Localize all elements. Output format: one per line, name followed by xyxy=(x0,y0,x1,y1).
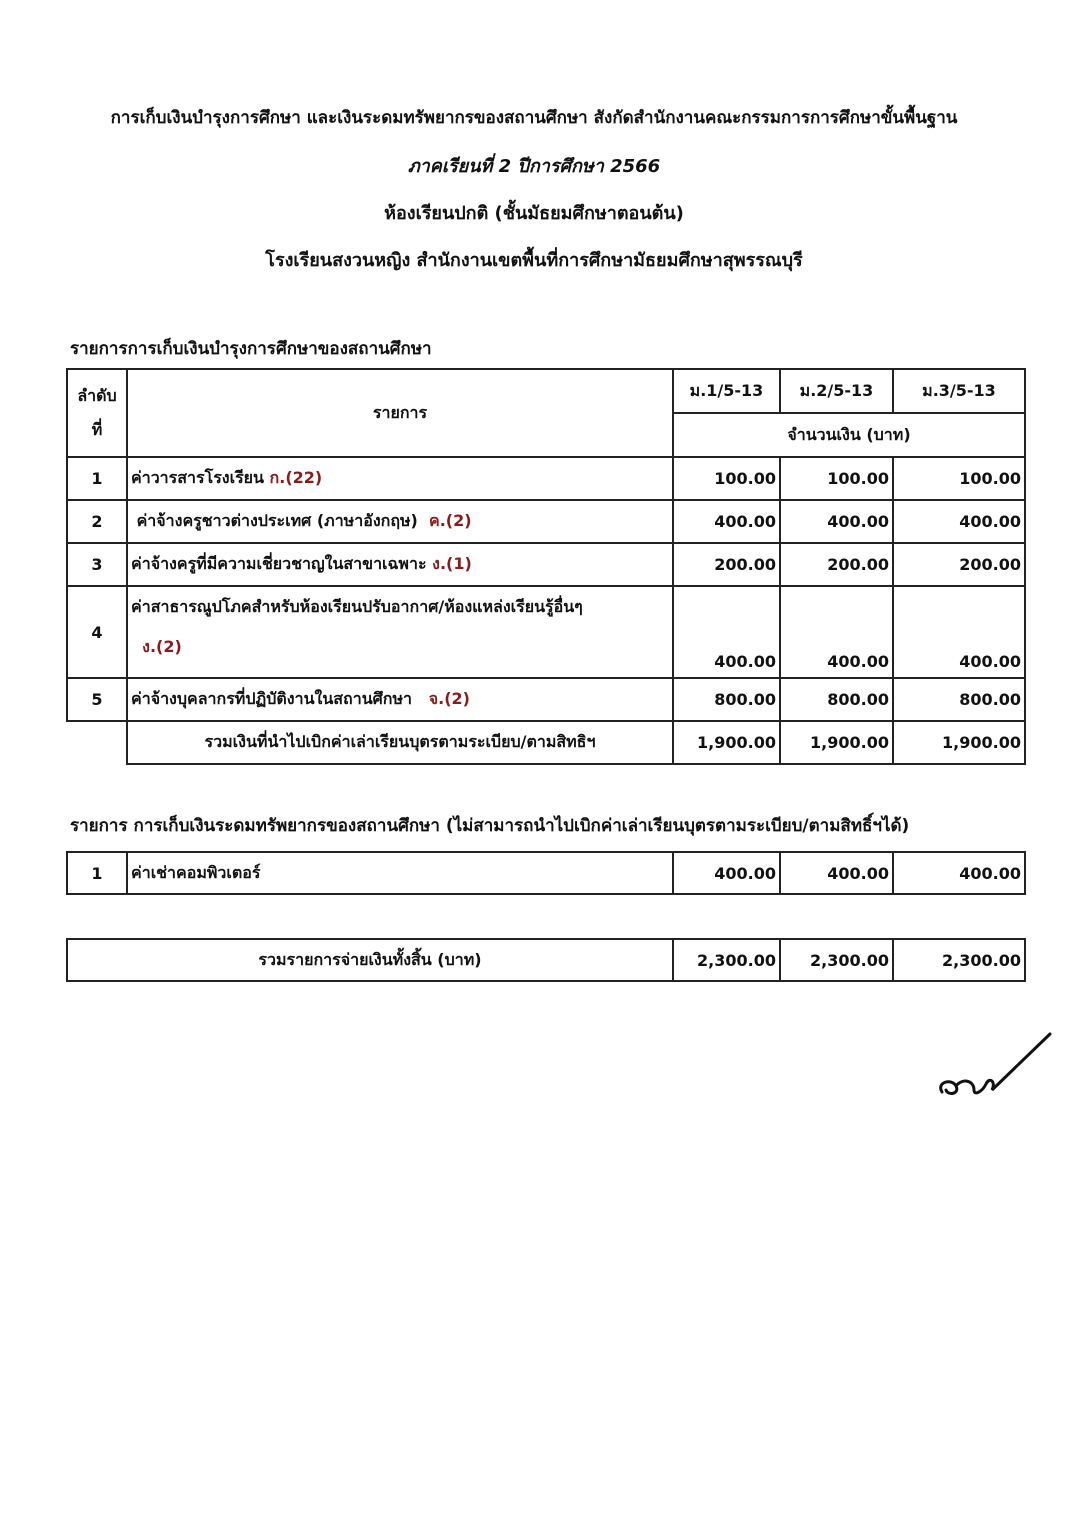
row-amount-g1: 100.00 xyxy=(673,457,780,500)
row-amount-g1: 400.00 xyxy=(673,852,780,894)
col-item-header: รายการ xyxy=(127,369,673,457)
row-item xyxy=(127,457,673,500)
row-amount-g3: 400.00 xyxy=(893,852,1025,894)
row-item xyxy=(127,586,673,678)
document-title: การเก็บเงินบำรุงการศึกษา และเงินระดมทรัพยากรของสถานศึกษา สังกัดสำนักงานคณะกรรมการการศึกษาขั้นพื้นฐาน xyxy=(110,108,958,128)
subtotal-g2: 1,900.00 xyxy=(780,721,893,764)
semester-line: ภาคเรียนที่ 2 ปีการศึกษา 2566 xyxy=(407,156,661,177)
row-ref: ง.(2) xyxy=(142,637,182,656)
row-item xyxy=(127,678,673,721)
col-g2-header: ม.2/5-13 xyxy=(780,369,893,413)
row-amount-g3: 100.00 xyxy=(893,457,1025,500)
row-amount-g2: 100.00 xyxy=(780,457,893,500)
row-item xyxy=(127,543,673,586)
amount-header: จำนวนเงิน (บาท) xyxy=(673,413,1025,457)
col-no-header xyxy=(67,369,127,457)
subtotal-g3: 1,900.00 xyxy=(893,721,1025,764)
row-amount-g2: 400.00 xyxy=(780,586,893,678)
grand-total-g1: 2,300.00 xyxy=(673,939,780,981)
row-ref: ค.(2) xyxy=(429,511,472,530)
row-item-text: ค่าสาธารณูปโภคสำหรับห้องเรียนปรับอากาศ/ห้องแหล่งเรียนรู้อื่นๆ xyxy=(131,597,583,616)
school-line: โรงเรียนสงวนหญิง สำนักงานเขตพื้นที่การศึกษามัธยมศึกษาสุพรรณบุรี xyxy=(265,250,803,271)
subtotal-spacer xyxy=(67,721,127,764)
subtotal-row xyxy=(67,721,1025,764)
row-amount-g1: 400.00 xyxy=(673,586,780,678)
row-item xyxy=(127,500,673,543)
row-item-text: ค่าจ้างครูที่มีความเชี่ยวชาญในสาขาเฉพาะ xyxy=(131,554,427,573)
grand-total-row xyxy=(67,939,1025,981)
grand-total-table xyxy=(66,938,1026,982)
row-amount-g3: 800.00 xyxy=(893,678,1025,721)
row-amount-g2: 400.00 xyxy=(780,852,893,894)
section1-title: รายการการเก็บเงินบำรุงการศึกษาของสถานศึกษา xyxy=(70,339,432,359)
row-no: 4 xyxy=(67,586,127,678)
col-g1-header: ม.1/5-13 xyxy=(673,369,780,413)
grand-total-label: รวมรายการจ่ายเงินทั้งสิ้น (บาท) xyxy=(67,939,673,981)
row-no: 1 xyxy=(67,457,127,500)
row-item-text: ค่าวารสารโรงเรียน xyxy=(131,468,264,487)
row-ref: จ.(2) xyxy=(428,689,470,708)
signature-mark xyxy=(930,1030,1060,1110)
row-amount-g1: 800.00 xyxy=(673,678,780,721)
class-type-line: ห้องเรียนปกติ (ชั้นมัธยมศึกษาตอนต้น) xyxy=(384,203,684,224)
table-row xyxy=(67,586,1025,678)
row-amount-g2: 400.00 xyxy=(780,500,893,543)
section2-title: รายการ การเก็บเงินระดมทรัพยากรของสถานศึกษา (ไม่สามารถนำไปเบิกค่าเล่าเรียนบุตรตามระเบียบ/ตามสิทธิ์ฯได้) xyxy=(70,816,910,836)
col-g3-header: ม.3/5-13 xyxy=(893,369,1025,413)
row-no: 2 xyxy=(67,500,127,543)
row-ref: ก.(22) xyxy=(269,468,323,487)
row-amount-g3: 400.00 xyxy=(893,500,1025,543)
table-row xyxy=(67,500,1025,543)
table-row xyxy=(67,852,1025,894)
subtotal-g1: 1,900.00 xyxy=(673,721,780,764)
row-amount-g1: 400.00 xyxy=(673,500,780,543)
table-row xyxy=(67,678,1025,721)
grand-total-g2: 2,300.00 xyxy=(780,939,893,981)
row-no: 1 xyxy=(67,852,127,894)
subtotal-label: รวมเงินที่นำไปเบิกค่าเล่าเรียนบุตรตามระเบียบ/ตามสิทธิฯ xyxy=(127,721,673,764)
row-no: 5 xyxy=(67,678,127,721)
row-amount-g2: 200.00 xyxy=(780,543,893,586)
row-item-text: ค่าจ้างครูชาวต่างประเทศ (ภาษาอังกฤษ) xyxy=(136,511,418,530)
fee-table xyxy=(66,368,1026,765)
row-item: ค่าเช่าคอมพิวเตอร์ xyxy=(127,852,673,894)
row-no: 3 xyxy=(67,543,127,586)
grand-total-g3: 2,300.00 xyxy=(893,939,1025,981)
table-row xyxy=(67,543,1025,586)
row-amount-g3: 400.00 xyxy=(893,586,1025,678)
row-amount-g2: 800.00 xyxy=(780,678,893,721)
row-item-text: ค่าจ้างบุคลากรที่ปฏิบัติงานในสถานศึกษา xyxy=(131,689,413,708)
row-ref: ง.(1) xyxy=(432,554,472,573)
row-amount-g1: 200.00 xyxy=(673,543,780,586)
row-amount-g3: 200.00 xyxy=(893,543,1025,586)
resource-table xyxy=(66,851,1026,895)
table-row xyxy=(67,457,1025,500)
col-no-header-text: ลำดับ ที่ xyxy=(77,386,117,439)
